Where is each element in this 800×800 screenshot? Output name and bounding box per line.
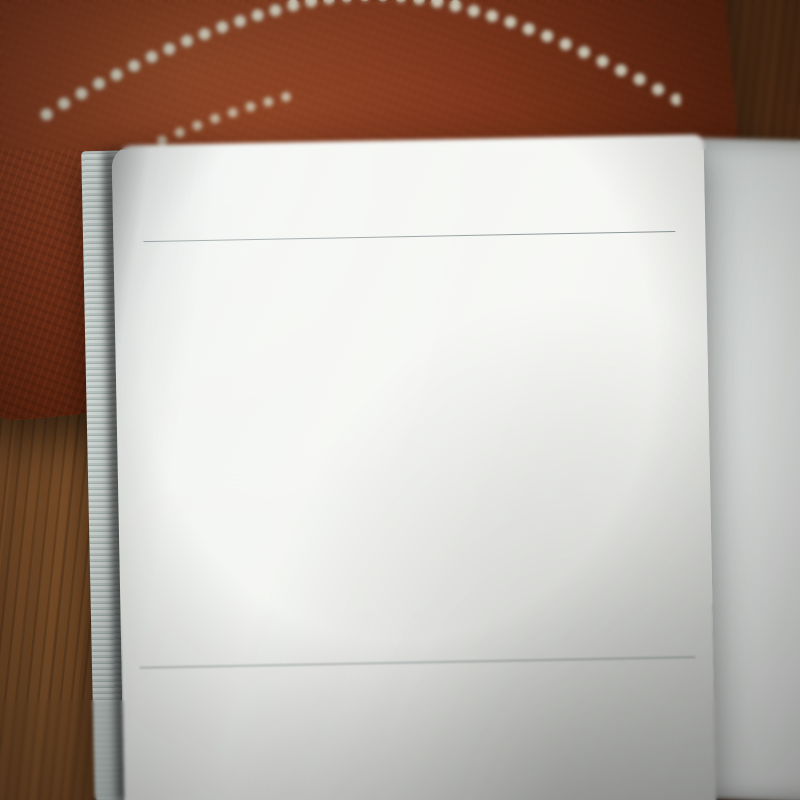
- mid-divider: [140, 657, 696, 669]
- lower-blur-overlay: [121, 604, 717, 800]
- reading-plan-content: [112, 134, 717, 800]
- left-page: [112, 134, 717, 800]
- top-divider: [143, 231, 675, 242]
- page-title: [113, 186, 705, 197]
